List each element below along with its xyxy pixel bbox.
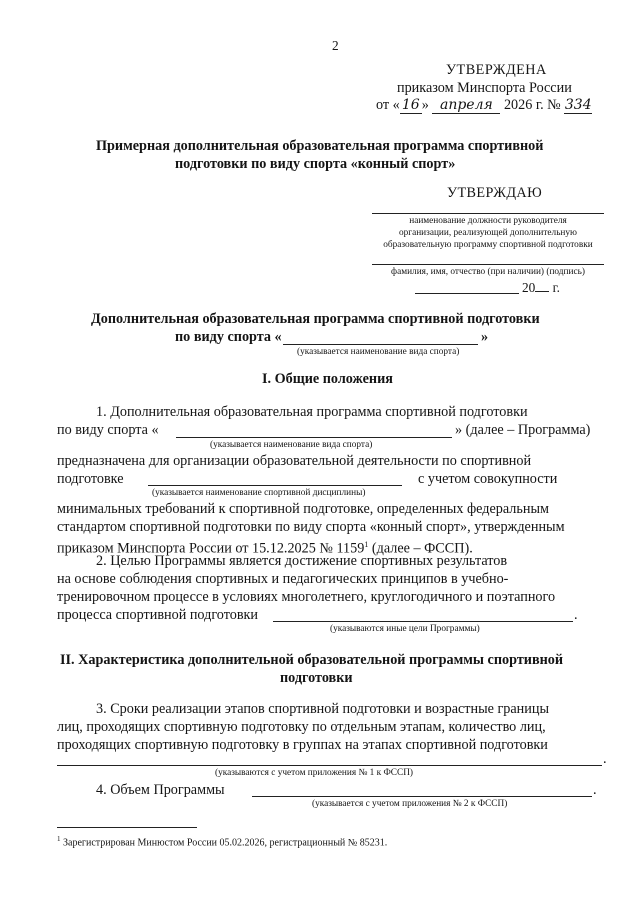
affirm-title: УТВЕРЖДАЮ (447, 185, 543, 201)
para2-line4-prefix: процесса спортивной подготовки (57, 607, 259, 623)
para3-line2: лиц, проходящих спортивную подготовку по отдельным этапам, количество лиц, (57, 719, 546, 735)
para1-line2-prefix: по виду спорта « (57, 422, 159, 438)
program-title-line2-prefix: по виду спорта « (175, 329, 282, 345)
document-title-line2: подготовки по виду спорта «конный спорт» (175, 156, 456, 172)
affirm-date (522, 280, 560, 296)
para2-caption: (указываются иные цели Программы) (330, 624, 480, 634)
affirm-caption-line2: организации, реализующей дополнительную (398, 228, 578, 238)
footnote-separator (57, 827, 197, 828)
para1-line6: стандартом спортивной подготовки по виду спорта «конный спорт», утвержденным (57, 519, 565, 535)
para2-line2: на основе соблюдения спортивных и педагогических принципов в учебно- (57, 571, 509, 587)
section1-heading: I. Общие положения (262, 371, 393, 387)
affirm-date-suffix: г. (552, 280, 560, 295)
para4-volume-line (252, 796, 592, 797)
para1-caption1: (указывается наименование вида спорта) (210, 440, 373, 450)
para1-line1: 1. Дополнительная образовательная программа спортивной подготовки (96, 404, 528, 420)
document-title-line1: Примерная дополнительная образовательная программа спортивной (96, 138, 544, 154)
approval-order-line: приказом Минспорта России (397, 80, 572, 96)
para3-line1: 3. Сроки реализации этапов спортивной подготовки и возрастные границы (96, 701, 549, 717)
para4-suffix: . (593, 782, 597, 798)
para2-goals-line (273, 621, 573, 622)
para1-line2-suffix: » (далее – Программа) (455, 422, 591, 438)
para2-line4-suffix: . (574, 607, 578, 623)
para3-line3: проходящих спортивную подготовку в группах на этапах спортивной подготовки (57, 737, 548, 753)
affirm-caption-line3: образовательную программу спортивной подготовки (383, 240, 593, 250)
para4-prefix: 4. Объем Программы (96, 782, 225, 798)
approval-day: 16 (400, 97, 422, 114)
affirm-caption-fio: фамилия, имя, отчество (при наличии) (подпись) (391, 267, 585, 277)
para1-line4-prefix: подготовке (57, 471, 124, 487)
para1-discipline-line (148, 485, 402, 486)
program-title-line2-suffix: » (481, 329, 489, 345)
section2-heading-line2: подготовки (280, 670, 353, 686)
program-title-sport-line (283, 344, 478, 345)
para1-line7-suffix: (далее – ФССП). (368, 540, 473, 557)
approval-title: УТВЕРЖДЕНА (446, 62, 547, 78)
para2-line3: тренировочном процессе в условиях многолетнего, круглогодичного и поэтапного (57, 589, 556, 605)
footnote-mark: 1 (57, 835, 61, 843)
affirm-fio-line (372, 264, 604, 265)
approval-date-mid: » (421, 97, 429, 113)
para1-line3: предназначена для организации образовательной деятельности по спортивной (57, 453, 532, 469)
approval-date-prefix: от « (376, 97, 400, 113)
para4-caption: (указывается с учетом приложения № 2 к ФССП) (312, 799, 508, 809)
para2-line1: 2. Целью Программы является достижение спортивных результатов (96, 553, 508, 569)
para1-caption2: (указывается наименование спортивной дисциплины) (152, 488, 366, 498)
para1-line5: минимальных требований к спортивной подготовке, определенных федеральным (57, 501, 549, 517)
para3-line4-suffix: . (603, 751, 607, 767)
approval-month: апреля (432, 97, 500, 114)
affirm-position-line (372, 213, 604, 214)
para3-caption: (указываются с учетом приложения № 1 к ФССП) (215, 768, 414, 778)
approval-number: 334 (564, 97, 592, 113)
footnote-ref: 1 (364, 540, 369, 549)
affirm-date-year: 20 (522, 280, 536, 295)
section2-heading-line1: II. Характеристика дополнительной образовательной программы спортивной (60, 652, 564, 668)
para1-line4-suffix: с учетом совокупности (418, 471, 558, 487)
affirm-date-line (415, 293, 519, 294)
footnote-text: Зарегистрирован Минюстом России 05.02.2026, регистрационный № 85231. (63, 837, 388, 849)
para3-stages-line (57, 765, 602, 766)
approval-year: 2026 г. № (503, 97, 561, 113)
approval-date-line (376, 97, 592, 114)
program-title-line1: Дополнительная образовательная программа спортивной подготовки (91, 311, 540, 327)
affirm-caption-line1: наименование должности руководителя (409, 216, 567, 226)
para1-sport-line (176, 437, 452, 438)
program-title-caption: (указывается наименование вида спорта) (297, 347, 460, 357)
page-number: 2 (332, 38, 339, 53)
para1-line7-prefix: приказом Минспорта России от 15.12.2025 № 1159 (57, 540, 365, 557)
footnote (57, 833, 387, 849)
